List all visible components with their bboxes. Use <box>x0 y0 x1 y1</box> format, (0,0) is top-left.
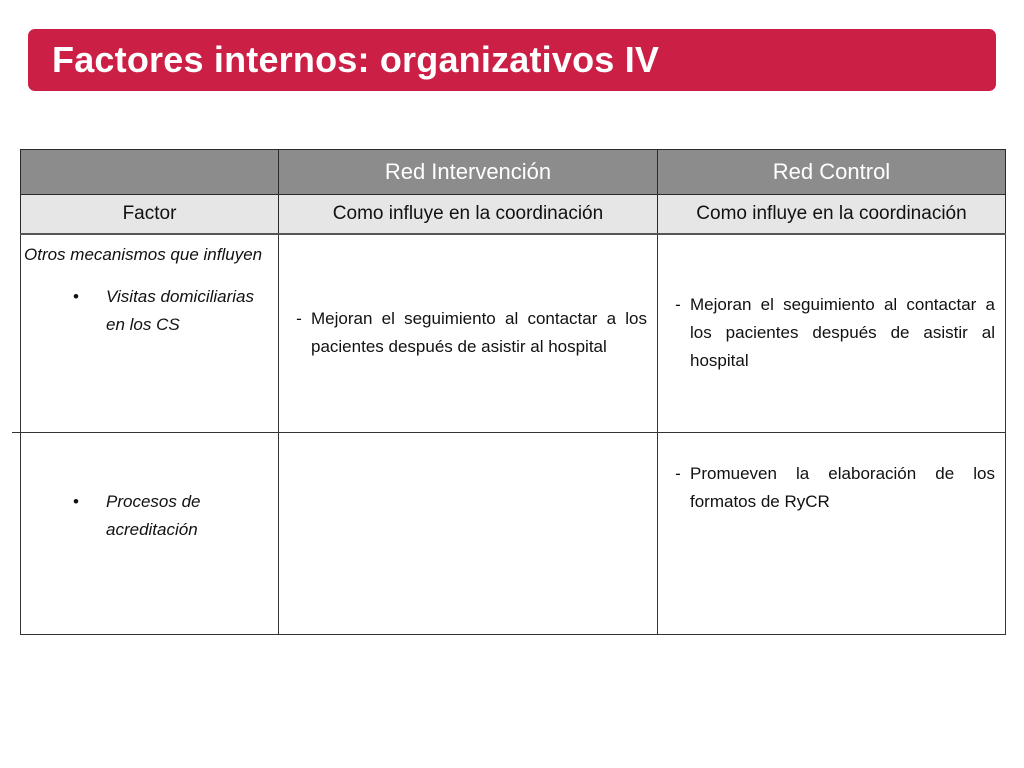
factor-cell <box>21 234 279 433</box>
effect-list-item <box>666 460 995 516</box>
effect-list-item <box>666 291 995 375</box>
sub-header-row <box>21 195 1006 234</box>
factor-heading: Otros mecanismos que influyen <box>24 244 263 264</box>
control-effect-cell <box>658 433 1006 635</box>
factor-list-item <box>24 283 274 339</box>
header-red-intervencion: Red Intervención <box>279 150 658 195</box>
effect-text: Mejoran el seguimiento al contactar a los pacientes después de asistir al hospital <box>690 295 995 371</box>
header-factor: Factor <box>21 195 279 234</box>
header-intervention-influence: Como influye en la coordinación <box>279 195 658 234</box>
factor-cell <box>21 433 279 635</box>
table-row <box>21 234 1006 433</box>
slide-title: Factores internos: organizativos IV <box>52 39 660 80</box>
intervention-effect-cell <box>279 234 658 433</box>
coordination-factors-table <box>20 149 1006 635</box>
bullet-icon: • <box>73 492 79 511</box>
effect-text: Mejoran el seguimiento al contactar a los pacientes después de asistir al hospital <box>311 309 647 357</box>
intervention-effect-cell <box>279 433 658 635</box>
factor-item-text: Procesos de acreditación <box>106 492 201 539</box>
bullet-icon: • <box>73 286 79 306</box>
dash-marker: - <box>675 464 681 483</box>
network-header-row <box>21 150 1006 195</box>
effect-list-item <box>287 305 647 361</box>
dash-marker: - <box>296 309 302 329</box>
factor-item-text: Visitas domiciliarias en los CS <box>106 286 255 334</box>
table-row <box>21 433 1006 635</box>
slide-title-bar <box>28 29 996 91</box>
header-red-control: Red Control <box>658 150 1006 195</box>
effect-text: Promueven la elaboración de los formatos de RyCR <box>690 464 995 511</box>
header-control-influence: Como influye en la coordinación <box>658 195 1006 234</box>
control-effect-cell <box>658 234 1006 433</box>
empty-corner-cell <box>21 150 279 195</box>
factor-list-item <box>24 488 274 544</box>
dash-marker: - <box>675 295 681 315</box>
